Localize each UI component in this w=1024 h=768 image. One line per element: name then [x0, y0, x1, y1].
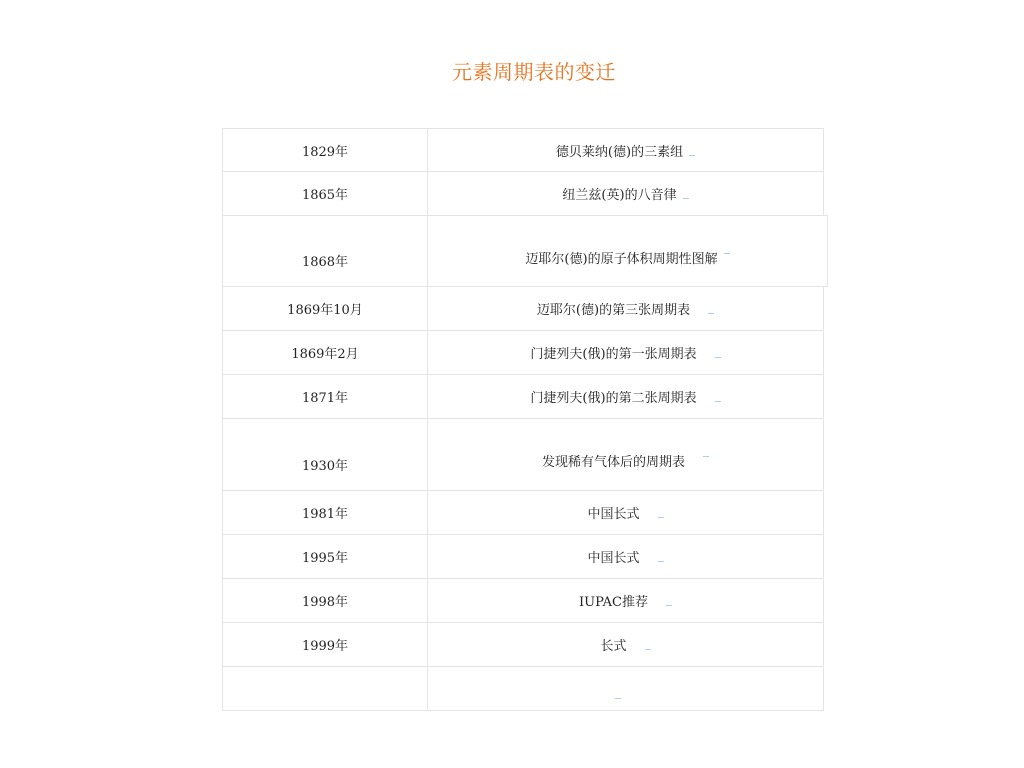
description-text: 门捷列夫(俄)的第二张周期表 — [530, 391, 697, 406]
table-row — [222, 535, 824, 579]
link-marker-icon[interactable] — [683, 198, 689, 199]
description-cell — [428, 419, 823, 490]
year-cell: 1869年10月 — [223, 287, 428, 330]
description-text: 长式 — [600, 639, 627, 654]
page-title: 元素周期表的变迁 — [452, 60, 616, 84]
link-marker-icon[interactable] — [689, 155, 695, 156]
link-marker-icon[interactable] — [658, 517, 664, 518]
year-cell: 1998年 — [223, 579, 428, 622]
description-cell — [428, 216, 827, 286]
table-row — [222, 128, 824, 172]
table-row — [222, 331, 824, 375]
description-cell — [428, 579, 823, 622]
link-marker-icon[interactable] — [708, 313, 714, 314]
link-marker-icon[interactable] — [658, 561, 664, 562]
description-text: 发现稀有气体后的周期表 — [541, 455, 685, 470]
description-cell — [428, 129, 823, 171]
year-cell: 1869年2月 — [223, 331, 428, 374]
year-cell: 1871年 — [223, 375, 428, 418]
year-cell: 1981年 — [223, 491, 428, 534]
description-cell — [428, 375, 823, 418]
table-row — [222, 623, 824, 667]
table-row — [222, 419, 824, 491]
year-cell: 1865年 — [223, 172, 428, 215]
description-text: 中国长式 — [587, 551, 640, 566]
description-cell — [428, 623, 823, 666]
link-marker-icon[interactable] — [715, 357, 721, 358]
table-row — [222, 667, 824, 711]
year-cell: 1930年 — [223, 419, 428, 490]
table-row — [222, 375, 824, 419]
description-cell — [428, 287, 823, 330]
link-marker-icon[interactable] — [666, 605, 672, 606]
table-row — [222, 215, 828, 287]
link-marker-icon[interactable] — [715, 401, 721, 402]
link-marker-icon[interactable] — [615, 698, 621, 699]
description-cell — [428, 535, 823, 578]
description-text: 中国长式 — [587, 507, 640, 522]
table-row — [222, 579, 824, 623]
table-row — [222, 172, 824, 216]
description-cell — [428, 667, 823, 710]
description-text: 德贝莱纳(德)的三素组 — [555, 144, 684, 160]
year-cell: 1829年 — [223, 129, 428, 171]
description-text: 迈耶尔(德)的原子体积周期性图解 — [525, 252, 718, 267]
description-text: 门捷列夫(俄)的第一张周期表 — [530, 347, 697, 362]
description-cell — [428, 491, 823, 534]
year-cell — [223, 667, 428, 710]
description-cell — [428, 172, 823, 215]
description-text: IUPAC推荐 — [579, 595, 648, 610]
year-cell: 1868年 — [223, 216, 428, 286]
description-cell — [428, 331, 823, 374]
periodic-table-history-table — [222, 128, 824, 711]
link-marker-icon[interactable] — [703, 456, 709, 457]
description-text: 纽兰兹(英)的八音律 — [562, 188, 677, 203]
year-cell: 1995年 — [223, 535, 428, 578]
description-text: 迈耶尔(德)的第三张周期表 — [536, 303, 691, 318]
table-row — [222, 287, 824, 331]
link-marker-icon[interactable] — [645, 649, 651, 650]
year-cell: 1999年 — [223, 623, 428, 666]
table-row — [222, 491, 824, 535]
link-marker-icon[interactable] — [724, 253, 730, 254]
